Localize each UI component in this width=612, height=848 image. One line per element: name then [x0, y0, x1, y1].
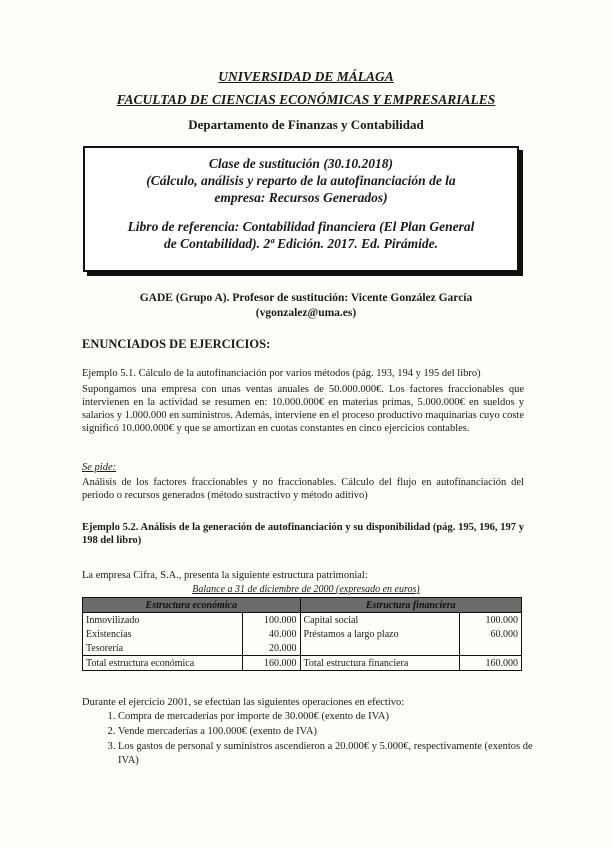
- example1-text: Supongamos una empresa con unas ventas anuales de 50.000.000€. Los factores fraccionables que intervienen en la actividad se resumen en: 10.000.000€ en materias primas, 5.000.000€ en sueldos y salarios y 1.000.000 en suministros. Además, interviene en el proceso productivo maquinarias cuyo coste significó 10.000.000€ y que se amortizan en cuotas constantes en cinco ejercicios contables.: [82, 384, 524, 434]
- class-info-box: [83, 146, 519, 272]
- list-item: 3. Los gastos de personal y suministros ascendieron a 20.000€ y 5.000€, respectivamente (exentos de IVA): [118, 740, 546, 768]
- asset-value: 40.000: [242, 627, 300, 641]
- reference-book-line1: Libro de referencia: Contabilidad financiera (El Plan General: [127, 219, 475, 234]
- total-economic-value: 160.000: [242, 656, 300, 671]
- course-professor: GADE (Grupo A). Profesor de sustitución: Vicente González García: [139, 292, 473, 304]
- table-row: [83, 627, 522, 641]
- total-economic-label: Total estructura económica: [83, 656, 243, 671]
- liability-label: [300, 641, 460, 656]
- balance-table: [82, 597, 522, 671]
- list-item: 1. Compra de mercaderías por importe de 30.000€ (exento de IVA): [118, 710, 546, 724]
- operations-intro: Durante el ejercicio 2001, se efectúan las siguientes operaciones en efectivo:: [82, 697, 405, 708]
- liability-value: [460, 641, 522, 656]
- balance-intro: La empresa Cifra, S.A., presenta la siguiente estructura patrimonial:: [82, 570, 368, 581]
- course-email: (vgonzalez@uma.es): [255, 307, 357, 319]
- class-topic-line1: (Cálculo, análisis y reparto de la autofinanciación de la: [146, 173, 456, 188]
- request-text: Análisis de los factores fraccionables y no fraccionables. Cálculo del flujo en autofinanciación del periodo o recursos generados (método sustractivo y método aditivo): [82, 477, 524, 501]
- faculty-title: FACULTAD DE CIENCIAS ECONÓMICAS Y EMPRESARIALES: [116, 92, 496, 107]
- economic-structure-header: Estructura económica: [83, 598, 301, 613]
- liability-value: 100.000: [460, 613, 522, 628]
- asset-value: 20.000: [242, 641, 300, 656]
- course-info: [0, 291, 612, 321]
- table-total-row: [83, 656, 522, 671]
- financial-structure-header: Estructura financiera: [300, 598, 521, 613]
- liability-label: Capital social: [300, 613, 460, 628]
- balance-caption: Balance a 31 de diciembre de 2000 (expresado en euros): [192, 584, 420, 595]
- list-item: 2. Vende mercaderías a 100.000€ (exento de IVA): [118, 725, 546, 739]
- class-date: Clase de sustitución (30.10.2018): [208, 156, 394, 171]
- liability-label: Préstamos a largo plazo: [300, 627, 460, 641]
- example1-title: Ejemplo 5.1. Cálculo de la autofinanciación por varios métodos (pág. 193, 194 y 195 del libro): [82, 368, 481, 379]
- table-row: [83, 641, 522, 656]
- section-title: ENUNCIADOS DE EJERCICIOS:: [82, 337, 271, 351]
- asset-value: 100.000: [242, 613, 300, 628]
- class-topic-line2: empresa: Recursos Generados): [214, 190, 388, 205]
- total-financial-value: 160.000: [460, 656, 522, 671]
- request-label: Se pide:: [82, 462, 117, 473]
- asset-label: Tesorería: [83, 641, 243, 656]
- operations-list: [100, 710, 546, 769]
- reference-book-line2: de Contabilidad). 2ª Edición. 2017. Ed. Pirámide.: [164, 236, 438, 251]
- liability-value: 60.000: [460, 627, 522, 641]
- asset-label: Existencias: [83, 627, 243, 641]
- university-title: UNIVERSIDAD DE MÁLAGA: [218, 69, 394, 84]
- example2-title: Ejemplo 5.2. Análisis de la generación de autofinanciación y su disponibilidad (pág. 195, 196, 197 y 198 del libro): [82, 522, 524, 546]
- total-financial-label: Total estructura financiera: [300, 656, 460, 671]
- department-title: Departamento de Finanzas y Contabilidad: [188, 117, 424, 132]
- table-row: [83, 613, 522, 628]
- asset-label: Inmovilizado: [83, 613, 243, 628]
